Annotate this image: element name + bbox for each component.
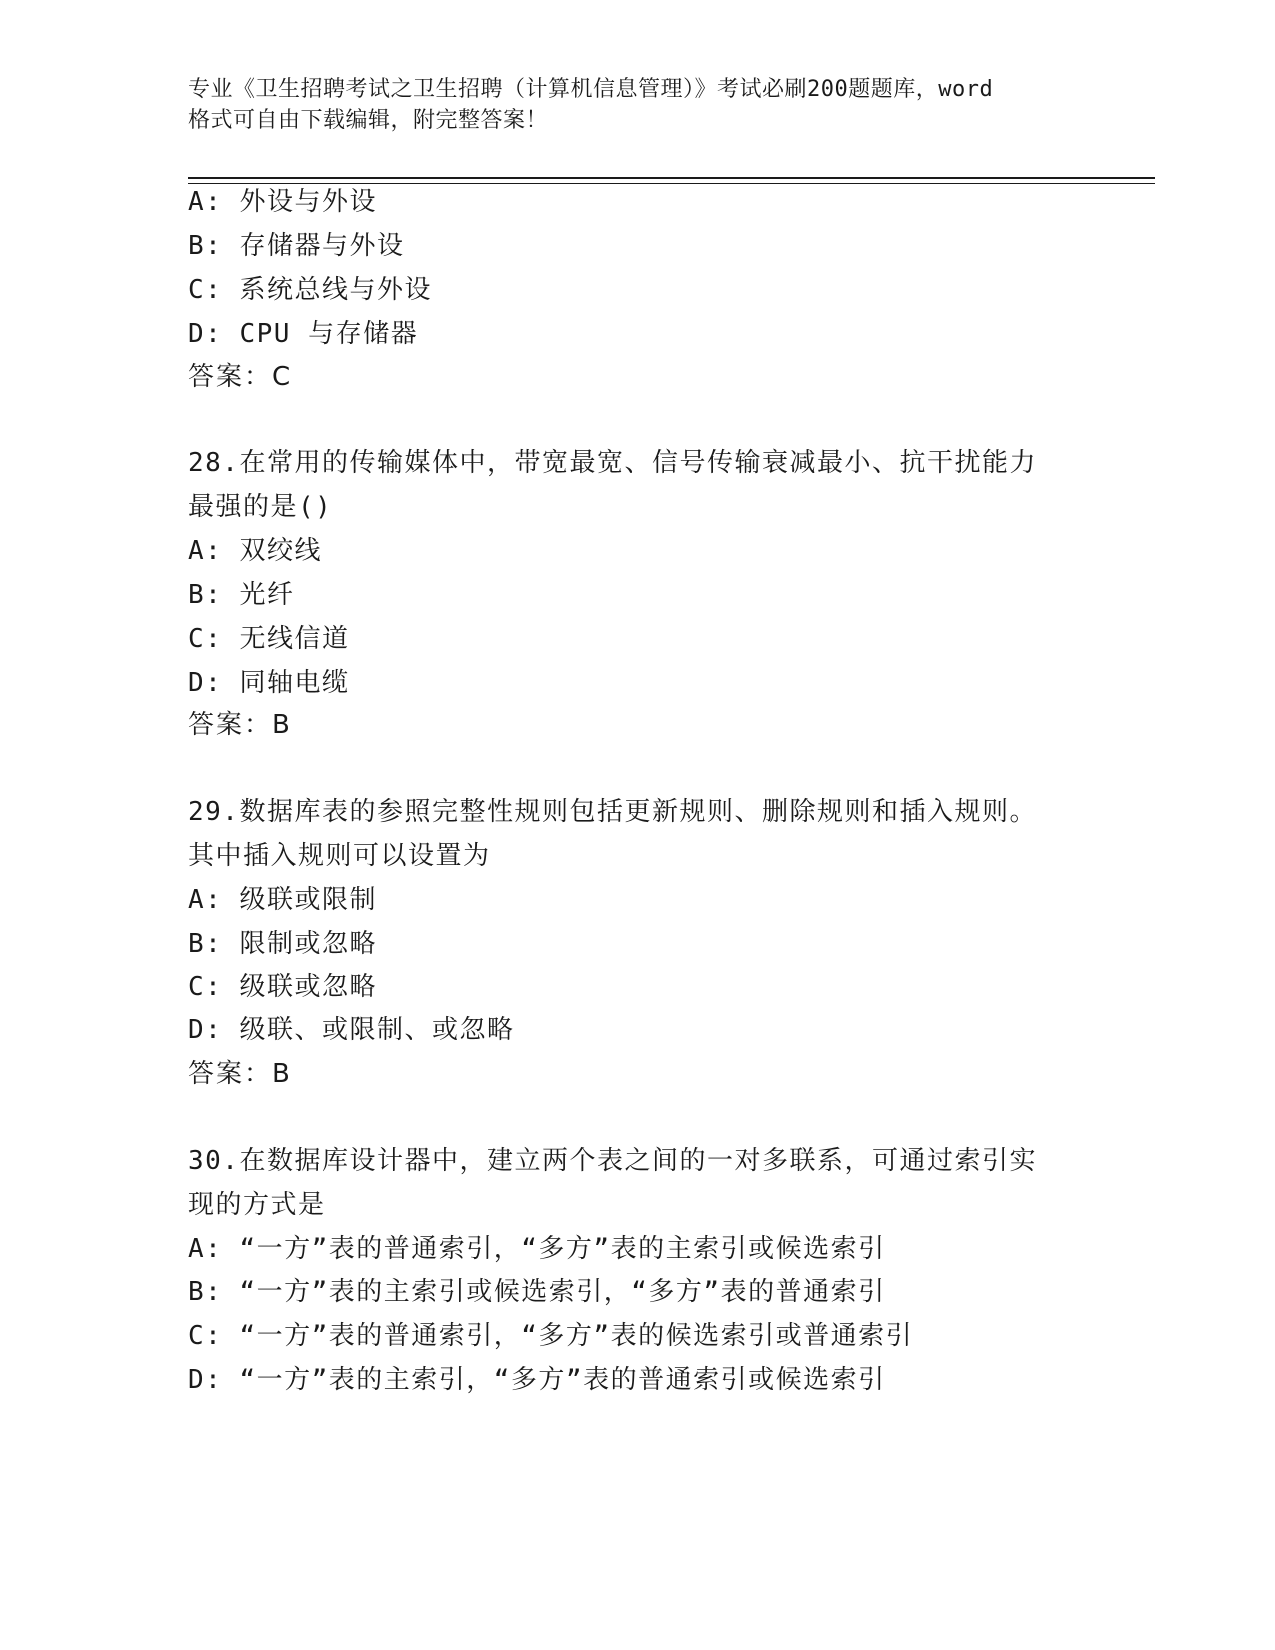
q29-option-c: C: 级联或忽略	[188, 972, 377, 1002]
q27-option-d: D: CPU 与存储器	[188, 319, 419, 349]
q30-option-c: C: “一方”表的普通索引，“多方”表的候选索引或普通索引	[188, 1321, 914, 1351]
q28-option-a: A: 双绞线	[188, 536, 322, 566]
q29-stem-line-2: 其中插入规则可以设置为	[188, 841, 491, 871]
header-line-2: 格式可自由下载编辑，附完整答案！	[188, 108, 549, 133]
q30-option-b: B: “一方”表的主索引或候选索引，“多方”表的普通索引	[188, 1277, 886, 1307]
q27-option-b: B: 存储器与外设	[188, 231, 405, 261]
document-header	[188, 74, 1088, 136]
q29-option-b: B: 限制或忽略	[188, 929, 377, 959]
q30-stem-line-2: 现的方式是	[188, 1190, 326, 1220]
q29-answer: 答案：B	[188, 1059, 292, 1089]
header-line-1: 专业《卫生招聘考试之卫生招聘（计算机信息管理）》考试必刷200题题库，word	[188, 77, 994, 102]
q28-option-c: C: 无线信道	[188, 624, 350, 654]
q29-option-d: D: 级联、或限制、或忽略	[188, 1015, 515, 1045]
q28-answer: 答案：B	[188, 710, 292, 740]
q29-option-a: A: 级联或限制	[188, 885, 377, 915]
q27-option-a: A: 外设与外设	[188, 187, 377, 217]
q27-answer: 答案：C	[188, 362, 293, 392]
q28-stem-line-2: 最强的是()	[188, 492, 333, 522]
q30-option-a: A: “一方”表的普通索引，“多方”表的主索引或候选索引	[188, 1234, 886, 1264]
q29-stem-line-1: 29.数据库表的参照完整性规则包括更新规则、删除规则和插入规则。	[188, 797, 1037, 827]
q30-stem-line-1: 30.在数据库设计器中，建立两个表之间的一对多联系，可通过索引实	[188, 1146, 1037, 1176]
header-divider-thick	[188, 177, 1155, 179]
q28-option-d: D: 同轴电缆	[188, 668, 350, 698]
q28-option-b: B: 光纤	[188, 580, 295, 610]
q27-option-c: C: 系统总线与外设	[188, 275, 432, 305]
q28-stem-line-1: 28.在常用的传输媒体中，带宽最宽、信号传输衰减最小、抗干扰能力	[188, 448, 1037, 478]
header-divider-thin	[188, 183, 1155, 184]
q30-option-d: D: “一方”表的主索引，“多方”表的普通索引或候选索引	[188, 1365, 886, 1395]
